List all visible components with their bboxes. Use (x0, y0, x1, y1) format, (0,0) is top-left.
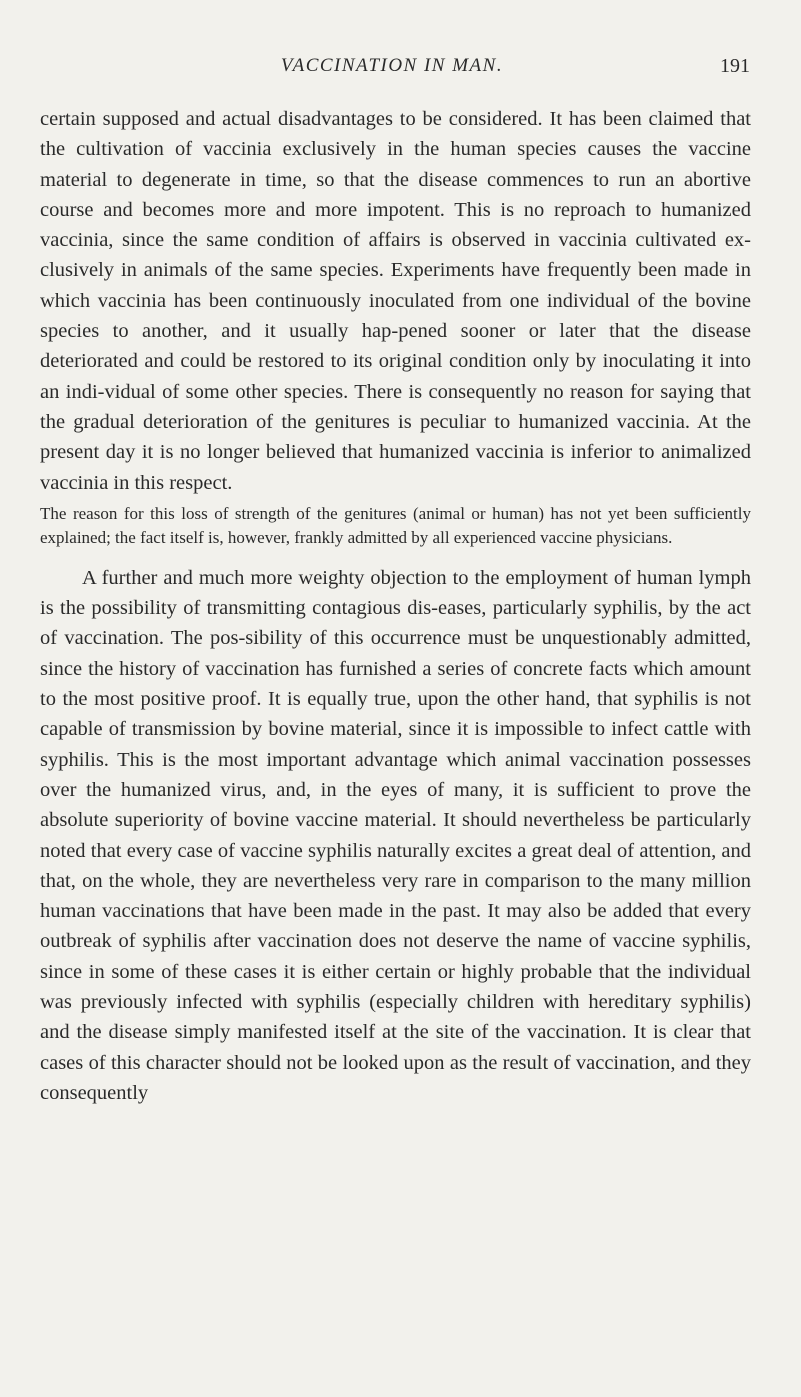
page-number: 191 (720, 55, 750, 77)
paragraph-disadvantages: certain supposed and actual disadvantages to be considered. It has been claimed that the cultivation of vaccinia exclusively in the human species causes the vaccine material to degenerate in time, so that the disease commences to run an abortive course and becomes more and more impotent. This is no reproach to humanized vaccinia, since the same condition of affairs is observed in vaccinia cultivated ex-clusively in animals of the same species. Experiments have frequently been made in which vaccinia has been continuously inoculated from one individual of the bovine species to another, and it usually hap-pened sooner or later that the disease deteriorated and could be restored to its original condition only by inoculating it into an indi-vidual of some other species. There is consequently no reason for saying that the gradual deterioration of the genitures is peculiar to humanized vaccinia. At the present day it is no longer believed that humanized vaccinia is inferior to animalized vaccinia in this respect. (40, 108, 751, 494)
small-print-note: The reason for this loss of strength of the genitures (animal or human) has not yet been sufficiently explained; the fact itself is, however, frankly admitted by all experienced vaccine physicians. (40, 503, 751, 548)
body-text (40, 104, 751, 1108)
running-title: VACCINATION IN MAN. (280, 55, 504, 76)
page-header (60, 55, 750, 85)
paragraph-syphilis-objection: A further and much more weighty objection to the employment of human lymph is the possibility of transmitting contagious dis-eases, particularly syphilis, by the act of vaccination. The pos-sibility of this occurrence must be unquestionably admitted, since the history of vaccination has furnished a series of concrete facts which amount to the most positive proof. It is equally true, upon the other hand, that syphilis is not capable of transmission by bovine material, since it is impossible to infect cattle with syphilis. This is the most important advantage which animal vaccination possesses over the humanized virus, and, in the eyes of many, it is sufficient to prove the absolute superiority of bovine vaccine material. It should nevertheless be particularly noted that every case of vaccine syphilis naturally excites a great deal of attention, and that, on the whole, they are nevertheless very rare in comparison to the many million human vaccinations that have been made in the past. It may also be added that every outbreak of syphilis after vaccination does not deserve the name of vaccine syphilis, since in some of these cases it is either certain or highly probable that the individual was previously infected with syphilis (especially children with hereditary syphilis) and the disease simply manifested itself at the site of the vaccination. It is clear that cases of this character should not be looked upon as the result of vaccination, and they consequently (40, 566, 751, 1104)
